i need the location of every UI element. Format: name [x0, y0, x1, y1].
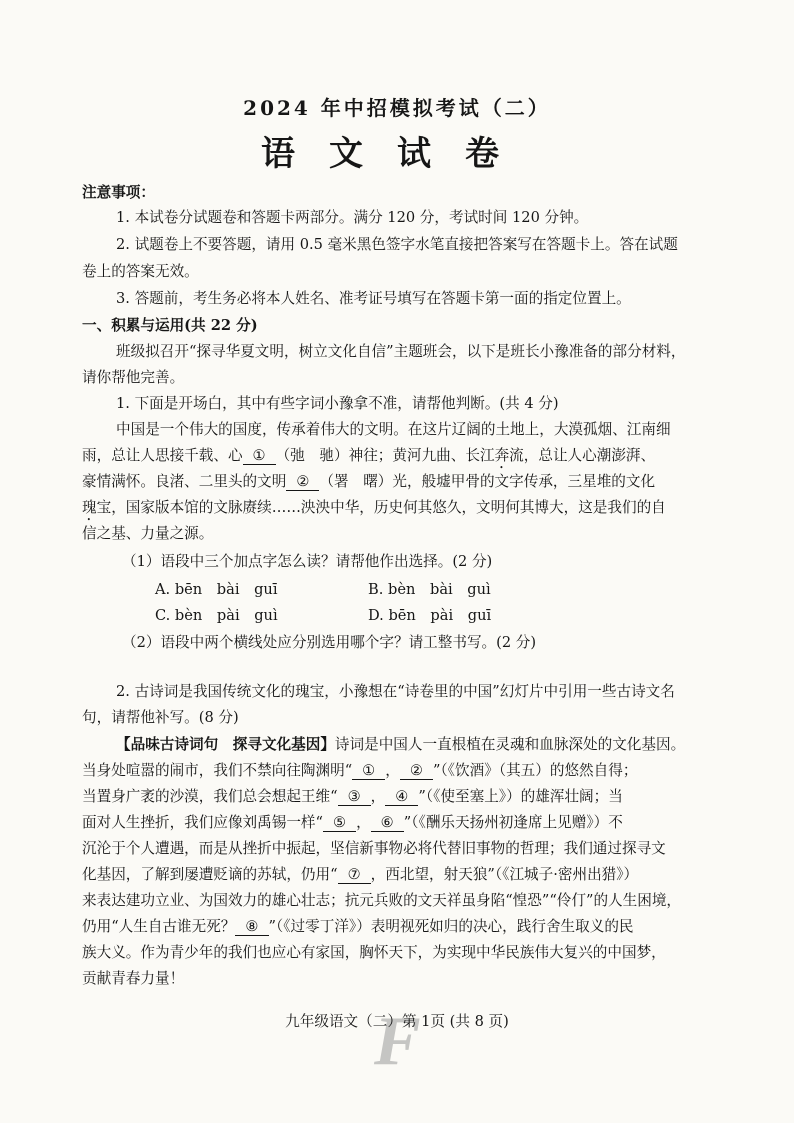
- notice-item-3: 3. 答题前，考生务必将本人姓名、准考证号填写在答题卡第一面的指定位置上。: [116, 290, 631, 307]
- q2-stem-cont: 句，请帮他补写。(8 分): [82, 709, 239, 726]
- watermark-f: F: [374, 1003, 421, 1080]
- q1-passage-line: 瑰宝，国家版本馆的文脉赓续……泱泱中华，历史何其悠久，文明何其博大，这是我们的自: [82, 499, 666, 516]
- answer-blank[interactable]: ①: [243, 447, 276, 465]
- option-c[interactable]: C. bèn pài guì: [155, 607, 278, 624]
- q2-stem: 2. 古诗词是我国传统文化的瑰宝，小豫想在“诗卷里的中国”幻灯片中引用一些古诗文名: [116, 683, 675, 700]
- notice-item-1: 1. 本试卷分试题卷和答题卡两部分。满分 120 分，考试时间 120 分钟。: [116, 209, 589, 226]
- q2-passage-line: 来表达建功立业、为国效力的雄心壮志；抗元兵败的文天祥虽身陷“惶恐”“伶仃”的人生困境，: [82, 892, 682, 909]
- answer-blank[interactable]: ①: [352, 762, 385, 780]
- option-a[interactable]: A. bēn bài guī: [155, 581, 278, 598]
- q1-stem: 1. 下面是开场白，其中有些字词小豫拿不准，请帮他判断。(共 4 分): [116, 395, 559, 412]
- q1-passage-line: 雨，总让人思接千载、心 ① （弛 驰）神往；黄河九曲、长江奔流，总让人心潮澎湃、: [82, 447, 656, 464]
- option-d[interactable]: D. bēn pài guī: [368, 607, 492, 624]
- q1-passage-line: 信之基、力量之源。: [82, 525, 214, 542]
- q2-passage-line: 面对人生挫折，我们应像刘禹锡一样“ ⑤ ， ⑥ ”（《酬乐天扬州初逢席上见赠》）不: [82, 814, 623, 831]
- option-b[interactable]: B. bèn bài guì: [368, 581, 491, 598]
- q2-passage-line: 当身处喧嚣的闹市，我们不禁向往陶渊明“ ① ， ② ”（《饮酒》（其五）的悠然自得；: [82, 762, 638, 779]
- exam-title: 语文试卷: [261, 134, 533, 174]
- answer-blank[interactable]: ④: [385, 788, 418, 806]
- answer-blank[interactable]: ⑧: [235, 918, 268, 936]
- answer-blank[interactable]: ⑥: [371, 814, 404, 832]
- answer-blank[interactable]: ②: [286, 473, 319, 491]
- section-intro-cont: 请你帮他完善。: [82, 369, 185, 386]
- answer-blank[interactable]: ③: [338, 788, 371, 806]
- q2-passage-line: 化基因，了解到屡遭贬谪的苏轼，仍用“ ⑦ ，西北望，射天狼”（《江城子·密州出猎》）: [82, 866, 639, 883]
- q2-passage-line: 【品味古诗词句 探寻文化基因】诗词是中国人一直根植在灵魂和血脉深处的文化基因。: [116, 736, 686, 753]
- notice-item-2: 2. 试题卷上不要答题，请用 0.5 毫米黑色签字水笔直接把答案写在答题卡上。答在试题: [116, 236, 678, 253]
- q1-subquestion-1: （1）语段中三个加点字怎么读？请帮他作出选择。(2 分): [122, 553, 493, 570]
- section-intro: 班级拟召开“探寻华夏文明，树立文化自信”主题班会，以下是班长小豫准备的部分材料，: [116, 343, 686, 360]
- section-heading: 一、积累与运用(共 22 分): [82, 317, 258, 334]
- q2-passage-line: 族大义。作为青少年的我们也应心有家国，胸怀天下，为实现中华民族伟大复兴的中国梦，: [82, 944, 666, 961]
- answer-blank[interactable]: ⑤: [323, 814, 356, 832]
- q2-passage-line: 当置身广袤的沙漠，我们总会想起王维“ ③ ， ④ ”（《使至塞上》）的雄浑壮阔；当: [82, 788, 623, 805]
- q1-passage-line: 豪情满怀。良渚、二里头的文明 ② （署 曙）光，般墟甲骨的文字传承，三星堆的文化: [82, 473, 656, 490]
- q2-passage-line: 仍用“人生自古谁无死？ ⑧ ”（《过零丁洋》）表明视死如归的决心，践行舍生取义的民: [82, 918, 634, 935]
- q1-subquestion-2: （2）语段中两个横线处应分别选用哪个字？请工整书写。(2 分): [122, 634, 537, 651]
- q2-passage-line: 沉沦于个人遭遇，而是从挫折中振起，坚信新事物必将代替旧事物的哲理；我们通过探寻文: [82, 840, 666, 857]
- page-footer: 九年级语文（二）第 1页 (共 8 页): [285, 1013, 509, 1030]
- notice-item-2-cont: 卷上的答案无效。: [82, 263, 199, 280]
- q2-passage-line: 贡献青春力量！: [82, 970, 185, 987]
- exam-subtitle: 2024 年中招模拟考试（二）: [243, 96, 551, 120]
- q1-passage-line: 中国是一个伟大的国度，传承着伟大的文明。在这片辽阔的土地上，大漠孤烟、江南细: [116, 421, 671, 438]
- answer-blank[interactable]: ⑦: [338, 866, 371, 884]
- notice-heading: 注意事项：: [82, 184, 155, 201]
- answer-blank[interactable]: ②: [400, 762, 433, 780]
